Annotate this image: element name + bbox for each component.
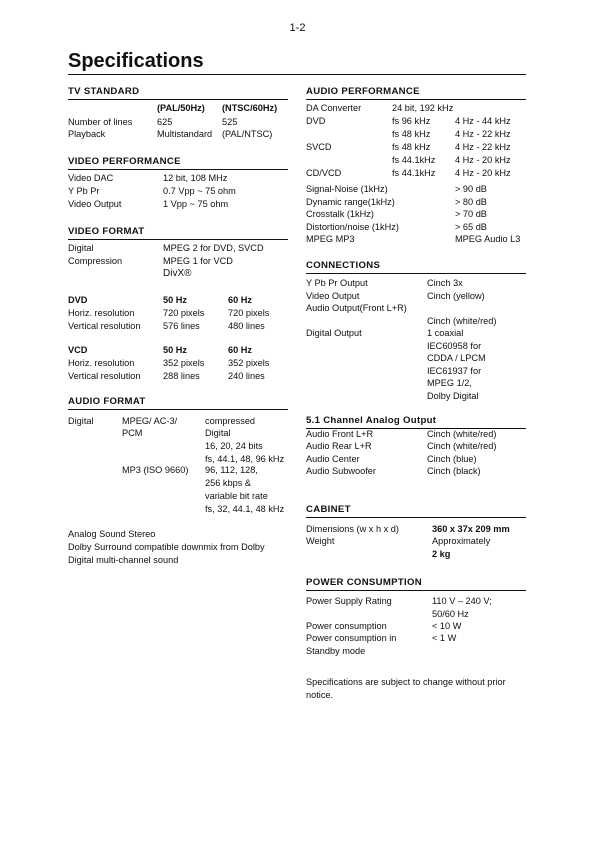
video-performance-heading: VIDEO PERFORMANCE <box>68 156 288 170</box>
af-value: Digital <box>205 428 231 438</box>
dvd-h1: 50 Hz <box>163 295 188 305</box>
a51-label: Audio Front L+R <box>306 429 374 439</box>
vp-value: 12 bit, 108 MHz <box>163 173 228 183</box>
vp-value: 1 Vpp ~ 75 ohm <box>163 199 229 209</box>
conn-label: Audio Output(Front L+R) <box>306 303 407 313</box>
cab-weight-kg: 2 kg <box>432 549 451 559</box>
conn-value: MPEG 1/2, <box>427 378 472 388</box>
power-heading: POWER CONSUMPTION <box>306 577 526 591</box>
pw-label: Power consumption in <box>306 633 397 643</box>
vcd-h2: 60 Hz <box>228 345 253 355</box>
ap-value: fs 44.1kHz <box>392 168 436 178</box>
ap2-value: MPEG Audio L3 <box>455 234 521 244</box>
a51-value: Cinch (white/red) <box>427 429 497 439</box>
ap-value: 4 Hz - 20 kHz <box>455 155 511 165</box>
ap2-label: Distortion/noise (1kHz) <box>306 222 399 232</box>
pw-value: 50/60 Hz <box>432 609 469 619</box>
ap2-label: Crosstalk (1kHz) <box>306 209 374 219</box>
vcd-label: Horiz. resolution <box>68 358 135 368</box>
tv-value: 625 <box>157 117 173 127</box>
notice-text: Specifications are subject to change without prior <box>306 677 506 687</box>
cab-dim-value: 360 x 37x 209 mm <box>432 524 510 534</box>
notice-text: notice. <box>306 690 334 700</box>
pw-label: Power consumption <box>306 621 387 631</box>
analog-51-heading: 5.1 Channel Analog Output <box>306 415 526 429</box>
vcd-value: 352 pixels <box>228 358 270 368</box>
af-value: fs, 32, 44.1, 48 kHz <box>205 504 285 514</box>
ap-value: 4 Hz - 22 kHz <box>455 129 511 139</box>
page-number: 1-2 <box>289 22 306 34</box>
ap2-label: Dynamic range(1kHz) <box>306 197 395 207</box>
ap2-value: > 90 dB <box>455 184 487 194</box>
ap-value: 4 Hz - 20 kHz <box>455 168 511 178</box>
conn-value: Cinch 3x <box>427 278 463 288</box>
a51-value: Cinch (black) <box>427 466 481 476</box>
audio-performance-heading: AUDIO PERFORMANCE <box>306 86 526 100</box>
conn-label: Video Output <box>306 291 360 301</box>
cab-weight-value: Approximately <box>432 536 491 546</box>
dvd-title: DVD <box>68 295 88 305</box>
af-value: fs, 44.1, 48, 96 kHz <box>205 454 285 464</box>
tv-col1-header: (PAL/50Hz) <box>157 103 205 113</box>
conn-value: CDDA / LPCM <box>427 353 486 363</box>
ap-value: fs 48 kHz <box>392 129 431 139</box>
dvd-value: 480 lines <box>228 321 265 331</box>
af-value: 256 kbps & <box>205 478 251 488</box>
conn-value: Cinch (yellow) <box>427 291 485 301</box>
conn-value: IEC61937 for <box>427 366 482 376</box>
af-mpeg-label: PCM <box>122 428 143 438</box>
ap-value: 4 Hz - 44 kHz <box>455 116 511 126</box>
af-value: 16, 20, 24 bits <box>205 441 263 451</box>
ap-label: DVD <box>306 116 326 126</box>
audio-format-heading: AUDIO FORMAT <box>68 396 288 410</box>
vf-value: MPEG 1 for VCD <box>163 256 233 266</box>
af-note: Dolby Surround compatible downmix from Dolby <box>68 542 265 552</box>
ap-value: fs 44.1kHz <box>392 155 436 165</box>
vcd-h1: 50 Hz <box>163 345 188 355</box>
title-rule <box>68 74 526 75</box>
page-title: Specifications <box>68 50 204 72</box>
pw-value: < 10 W <box>432 621 462 631</box>
dvd-value: 720 pixels <box>228 308 270 318</box>
tv-col2-header: (NTSC/60Hz) <box>222 103 278 113</box>
conn-label: Y Pb Pr Output <box>306 278 368 288</box>
conn-value: Cinch (white/red) <box>427 316 497 326</box>
vp-label: Video DAC <box>68 173 114 183</box>
pw-value: < 1 W <box>432 633 457 643</box>
tv-value: Multistandard <box>157 129 213 139</box>
tv-label: Number of lines <box>68 117 133 127</box>
vp-label: Y Pb Pr <box>68 186 100 196</box>
vp-value: 0.7 Vpp ~ 75 ohm <box>163 186 236 196</box>
connections-heading: CONNECTIONS <box>306 260 526 274</box>
cabinet-heading: CABINET <box>306 504 526 518</box>
vcd-value: 240 lines <box>228 371 265 381</box>
vcd-value: 288 lines <box>163 371 200 381</box>
a51-value: Cinch (blue) <box>427 454 477 464</box>
cab-dim-label: Dimensions (w x h x d) <box>306 524 399 534</box>
ap-value: fs 96 kHz <box>392 116 431 126</box>
vcd-label: Vertical resolution <box>68 371 141 381</box>
a51-label: Audio Subwoofer <box>306 466 376 476</box>
vp-label: Video Output <box>68 199 122 209</box>
ap-label: DA Converter <box>306 103 362 113</box>
vf-label: Digital <box>68 243 94 253</box>
af-note: Digital multi-channel sound <box>68 555 179 565</box>
ap-value: 4 Hz - 22 kHz <box>455 142 511 152</box>
tv-value: (PAL/NTSC) <box>222 129 273 139</box>
tv-value: 525 <box>222 117 238 127</box>
a51-label: Audio Rear L+R <box>306 441 372 451</box>
conn-value: 1 coaxial <box>427 328 464 338</box>
af-label: Digital <box>68 416 94 426</box>
a51-label: Audio Center <box>306 454 360 464</box>
af-value: 96, 112, 128, <box>205 465 258 475</box>
dvd-value: 576 lines <box>163 321 200 331</box>
vf-value: DivX® <box>163 268 192 279</box>
ap2-label: MPEG MP3 <box>306 234 355 244</box>
tv-label: Playback <box>68 129 106 139</box>
vf-value: MPEG 2 for DVD, SVCD <box>163 243 264 253</box>
a51-value: Cinch (white/red) <box>427 441 497 451</box>
ap2-value: > 70 dB <box>455 209 487 219</box>
pw-label: Power Supply Rating <box>306 596 392 606</box>
dvd-h2: 60 Hz <box>228 295 253 305</box>
ap2-value: > 65 dB <box>455 222 487 232</box>
af-value: compressed <box>205 416 256 426</box>
pw-label: Standby mode <box>306 646 366 656</box>
af-note: Analog Sound Stereo <box>68 529 156 539</box>
conn-value: Dolby Digital <box>427 391 479 401</box>
vcd-value: 352 pixels <box>163 358 205 368</box>
af-value: variable bit rate <box>205 491 268 501</box>
conn-label: Digital Output <box>306 328 362 338</box>
ap-value: fs 48 kHz <box>392 142 431 152</box>
af-mpeg-label: MPEG/ AC-3/ <box>122 416 178 426</box>
pw-value: 110 V – 240 V; <box>432 596 492 606</box>
ap2-label: Signal-Noise (1kHz) <box>306 184 388 194</box>
ap2-value: > 80 dB <box>455 197 487 207</box>
af-mp3-label: MP3 (ISO 9660) <box>122 465 189 475</box>
tv-standard-heading: TV STANDARD <box>68 86 288 100</box>
vf-label: Compression <box>68 256 123 266</box>
ap-label: CD/VCD <box>306 168 342 178</box>
vcd-title: VCD <box>68 345 88 355</box>
ap-value: 24 bit, 192 kHz <box>392 103 454 113</box>
dvd-value: 720 pixels <box>163 308 205 318</box>
dvd-label: Horiz. resolution <box>68 308 135 318</box>
cab-weight-label: Weight <box>306 536 335 546</box>
ap-label: SVCD <box>306 142 332 152</box>
dvd-label: Vertical resolution <box>68 321 141 331</box>
conn-value: IEC60958 for <box>427 341 482 351</box>
video-format-heading: VIDEO FORMAT <box>68 226 288 240</box>
